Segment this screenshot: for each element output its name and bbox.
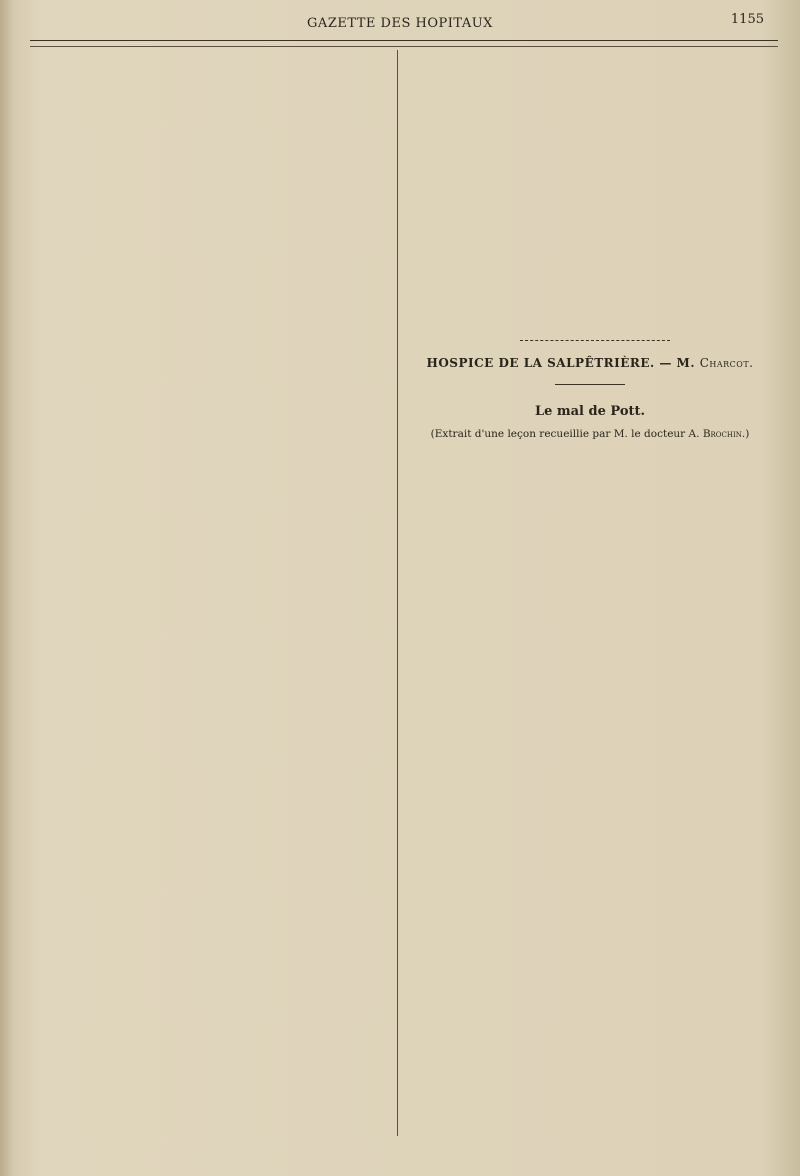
page-number: 1155 xyxy=(730,12,764,27)
column-rule xyxy=(397,50,398,1136)
heading-rule xyxy=(555,384,625,385)
running-head xyxy=(30,12,770,38)
article-source xyxy=(410,428,770,440)
article-source-suffix: ) xyxy=(745,428,750,440)
section-divider xyxy=(520,340,670,341)
left-column xyxy=(30,58,385,1136)
article-source-author: Brochin. xyxy=(702,428,746,440)
header-rule xyxy=(30,40,778,41)
section-heading-text: HOSPICE DE LA SALPÊTRIÈRE. — M. xyxy=(426,356,695,370)
section-heading xyxy=(410,356,770,370)
running-title: GAZETTE DES HOPITAUX xyxy=(307,16,493,31)
article-title: Le mal de Pott. xyxy=(534,404,646,419)
right-column xyxy=(410,58,770,1136)
article-source-prefix: (Extrait d'une leçon recueillie par M. le docteur A. xyxy=(430,428,700,440)
section-author: Charcot. xyxy=(699,356,754,370)
header-rule-thin xyxy=(30,46,778,47)
